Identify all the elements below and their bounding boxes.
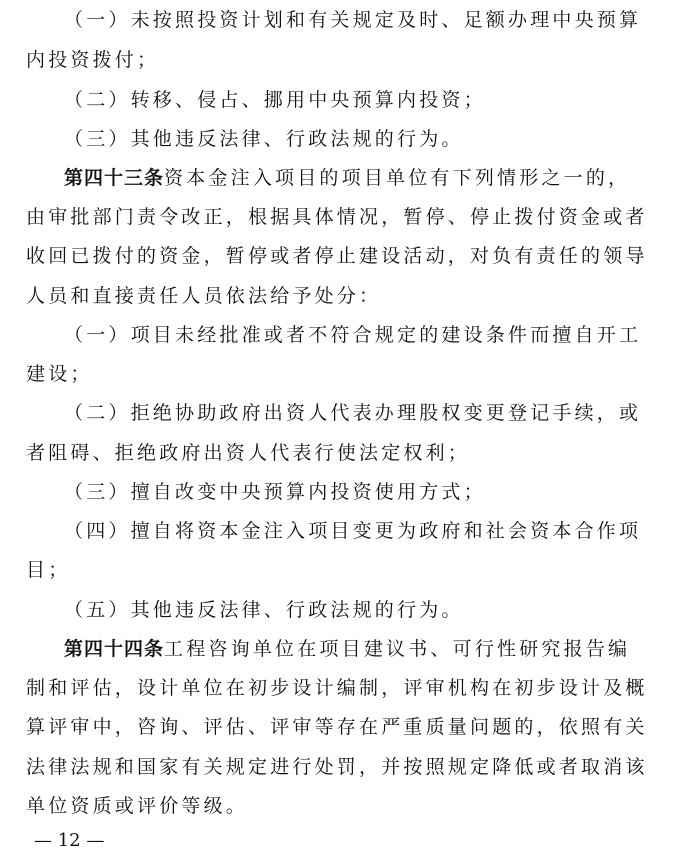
page-number: — 12 — [34,830,105,851]
text-line: 内投资拨付； [26,49,160,71]
text-line: 目； [26,559,71,581]
text-line: 单位资质或评价等级。 [26,795,249,817]
text-line: （五）其他违反法律、行政法规的行为。 [64,599,464,621]
text-line: 人员和直接责任人员依法给予处分： [26,285,382,307]
text-line: 算评审中，咨询、评估、评审等存在严重质量问题的，依照有关 [26,716,648,738]
text-line: 者阻碍、拒绝政府出资人代表行使法定权利； [26,442,471,464]
text-line: 制和评估，设计单位在初步设计编制，评审机构在初步设计及概 [26,677,648,699]
text-line: （四）擅自将资本金注入项目变更为政府和社会资本合作项 [64,520,642,542]
text-line: 由审批部门责令改正，根据具体情况，暂停、停止拨付资金或者 [26,206,648,228]
text-line: （一）未按照投资计划和有关规定及时、足额办理中央预算 [64,9,642,31]
text-line: （一）项目未经批准或者不符合规定的建设条件而擅自开工 [64,324,642,346]
article-44-title: 第四十四条 [64,638,165,660]
article-43-title: 第四十三条 [64,167,165,189]
article-44-heading-line [64,636,666,662]
article-44-text: 工程咨询单位在项目建议书、可行性研究报告编 [164,638,631,660]
text-line: （三）其他违反法律、行政法规的行为。 [64,128,464,150]
text-line: （二）拒绝协助政府出资人代表办理股权变更登记手续，或 [64,402,642,424]
text-line: 建设； [26,363,93,385]
article-43-heading-line [64,165,666,191]
text-line: （三）擅自改变中央预算内投资使用方式； [64,481,486,503]
text-line: （二）转移、侵占、挪用中央预算内投资； [64,89,486,111]
article-43-text: 资本金注入项目的项目单位有下列情形之一的， [164,167,631,189]
text-line: 法律法规和国家有关规定进行处罚，并按照规定降低或者取消该 [26,756,648,778]
text-line: 收回已拨付的资金，暂停或者停止建设活动，对负有责任的领导 [26,245,648,267]
